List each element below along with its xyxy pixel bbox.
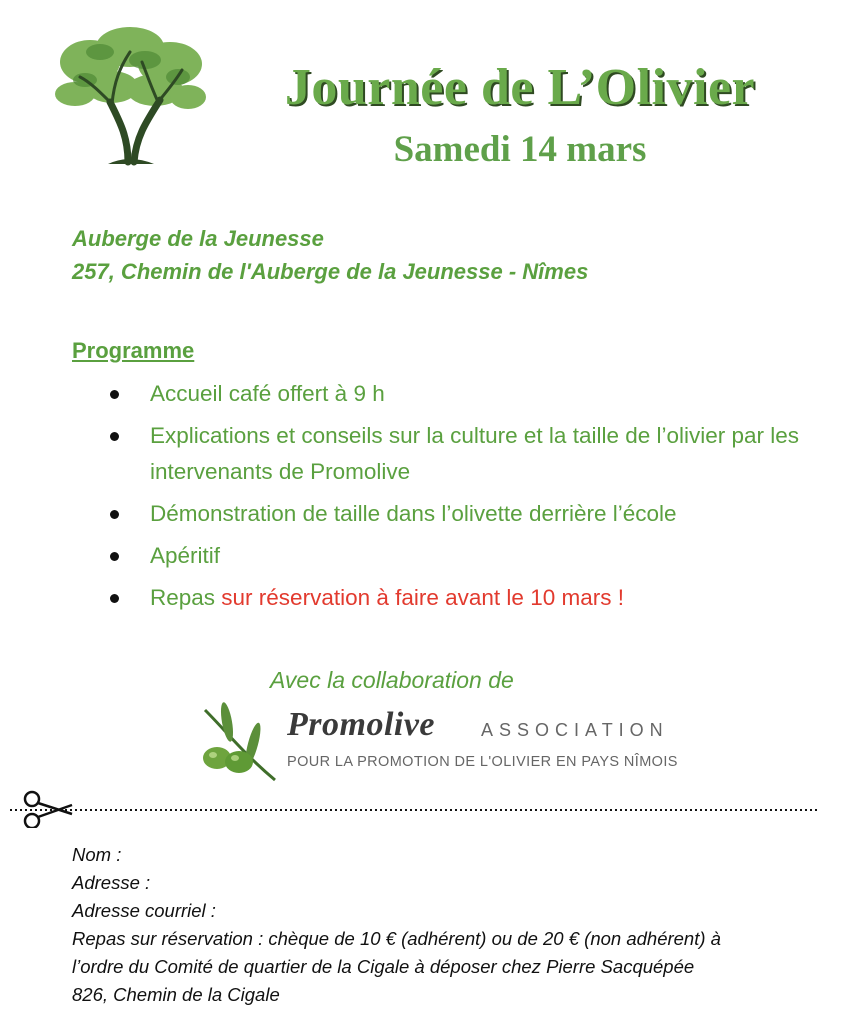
field-nom: Nom :	[72, 844, 122, 865]
location-name: Auberge de la Jeunesse	[72, 226, 324, 251]
event-date: Samedi 14 mars	[393, 129, 647, 170]
location-block	[72, 222, 588, 288]
promolive-logo	[195, 700, 695, 784]
programme-heading: Programme	[72, 338, 195, 363]
logo-association: ASSOCIATION	[481, 720, 669, 740]
repas-line-3: 826, Chemin de la Cigale	[72, 984, 280, 1005]
list-item: Apéritif	[110, 538, 830, 574]
location-address: 257, Chemin de l'Auberge de la Jeunesse - Nîmes	[72, 259, 589, 284]
page-title: Journée de L’Olivier	[284, 59, 756, 116]
bullet-icon	[110, 432, 119, 441]
logo-subtitle: POUR LA PROMOTION DE L'OLIVIER EN PAYS NÎMOIS	[287, 754, 678, 770]
scissors-icon	[25, 792, 72, 828]
bullet-icon	[110, 552, 119, 561]
field-courriel: Adresse courriel :	[72, 900, 216, 921]
list-item: Repas sur réservation à faire avant le 10 mars !	[110, 580, 830, 616]
collaboration-label: Avec la collaboration de	[270, 667, 514, 693]
reservation-form	[72, 841, 842, 1009]
bullet-icon	[110, 594, 119, 603]
list-item: Explications et conseils sur la culture et la taille de l’olivier par les intervenants de Promolive	[110, 418, 830, 490]
repas-line-2: l’ordre du Comité de quartier de la Cigale à déposer chez Pierre Sacquépée	[72, 956, 695, 977]
list-item: Démonstration de taille dans l’olivette derrière l’école	[110, 496, 830, 532]
logo-name: Promolive	[287, 706, 436, 743]
reservation-warning: sur réservation à faire avant le 10 mars !	[221, 585, 624, 610]
olive-branch-icon	[195, 700, 285, 784]
bullet-icon	[110, 510, 119, 519]
bullet-icon	[110, 390, 119, 399]
programme-list	[110, 376, 830, 622]
field-adresse: Adresse :	[72, 872, 151, 893]
cut-line	[10, 788, 820, 828]
olive-tree-icon	[50, 22, 210, 168]
repas-line-1: Repas sur réservation : chèque de 10 € (adhérent) ou de 20 € (non adhérent) à	[72, 928, 721, 949]
list-item: Accueil café offert à 9 h	[110, 376, 830, 412]
